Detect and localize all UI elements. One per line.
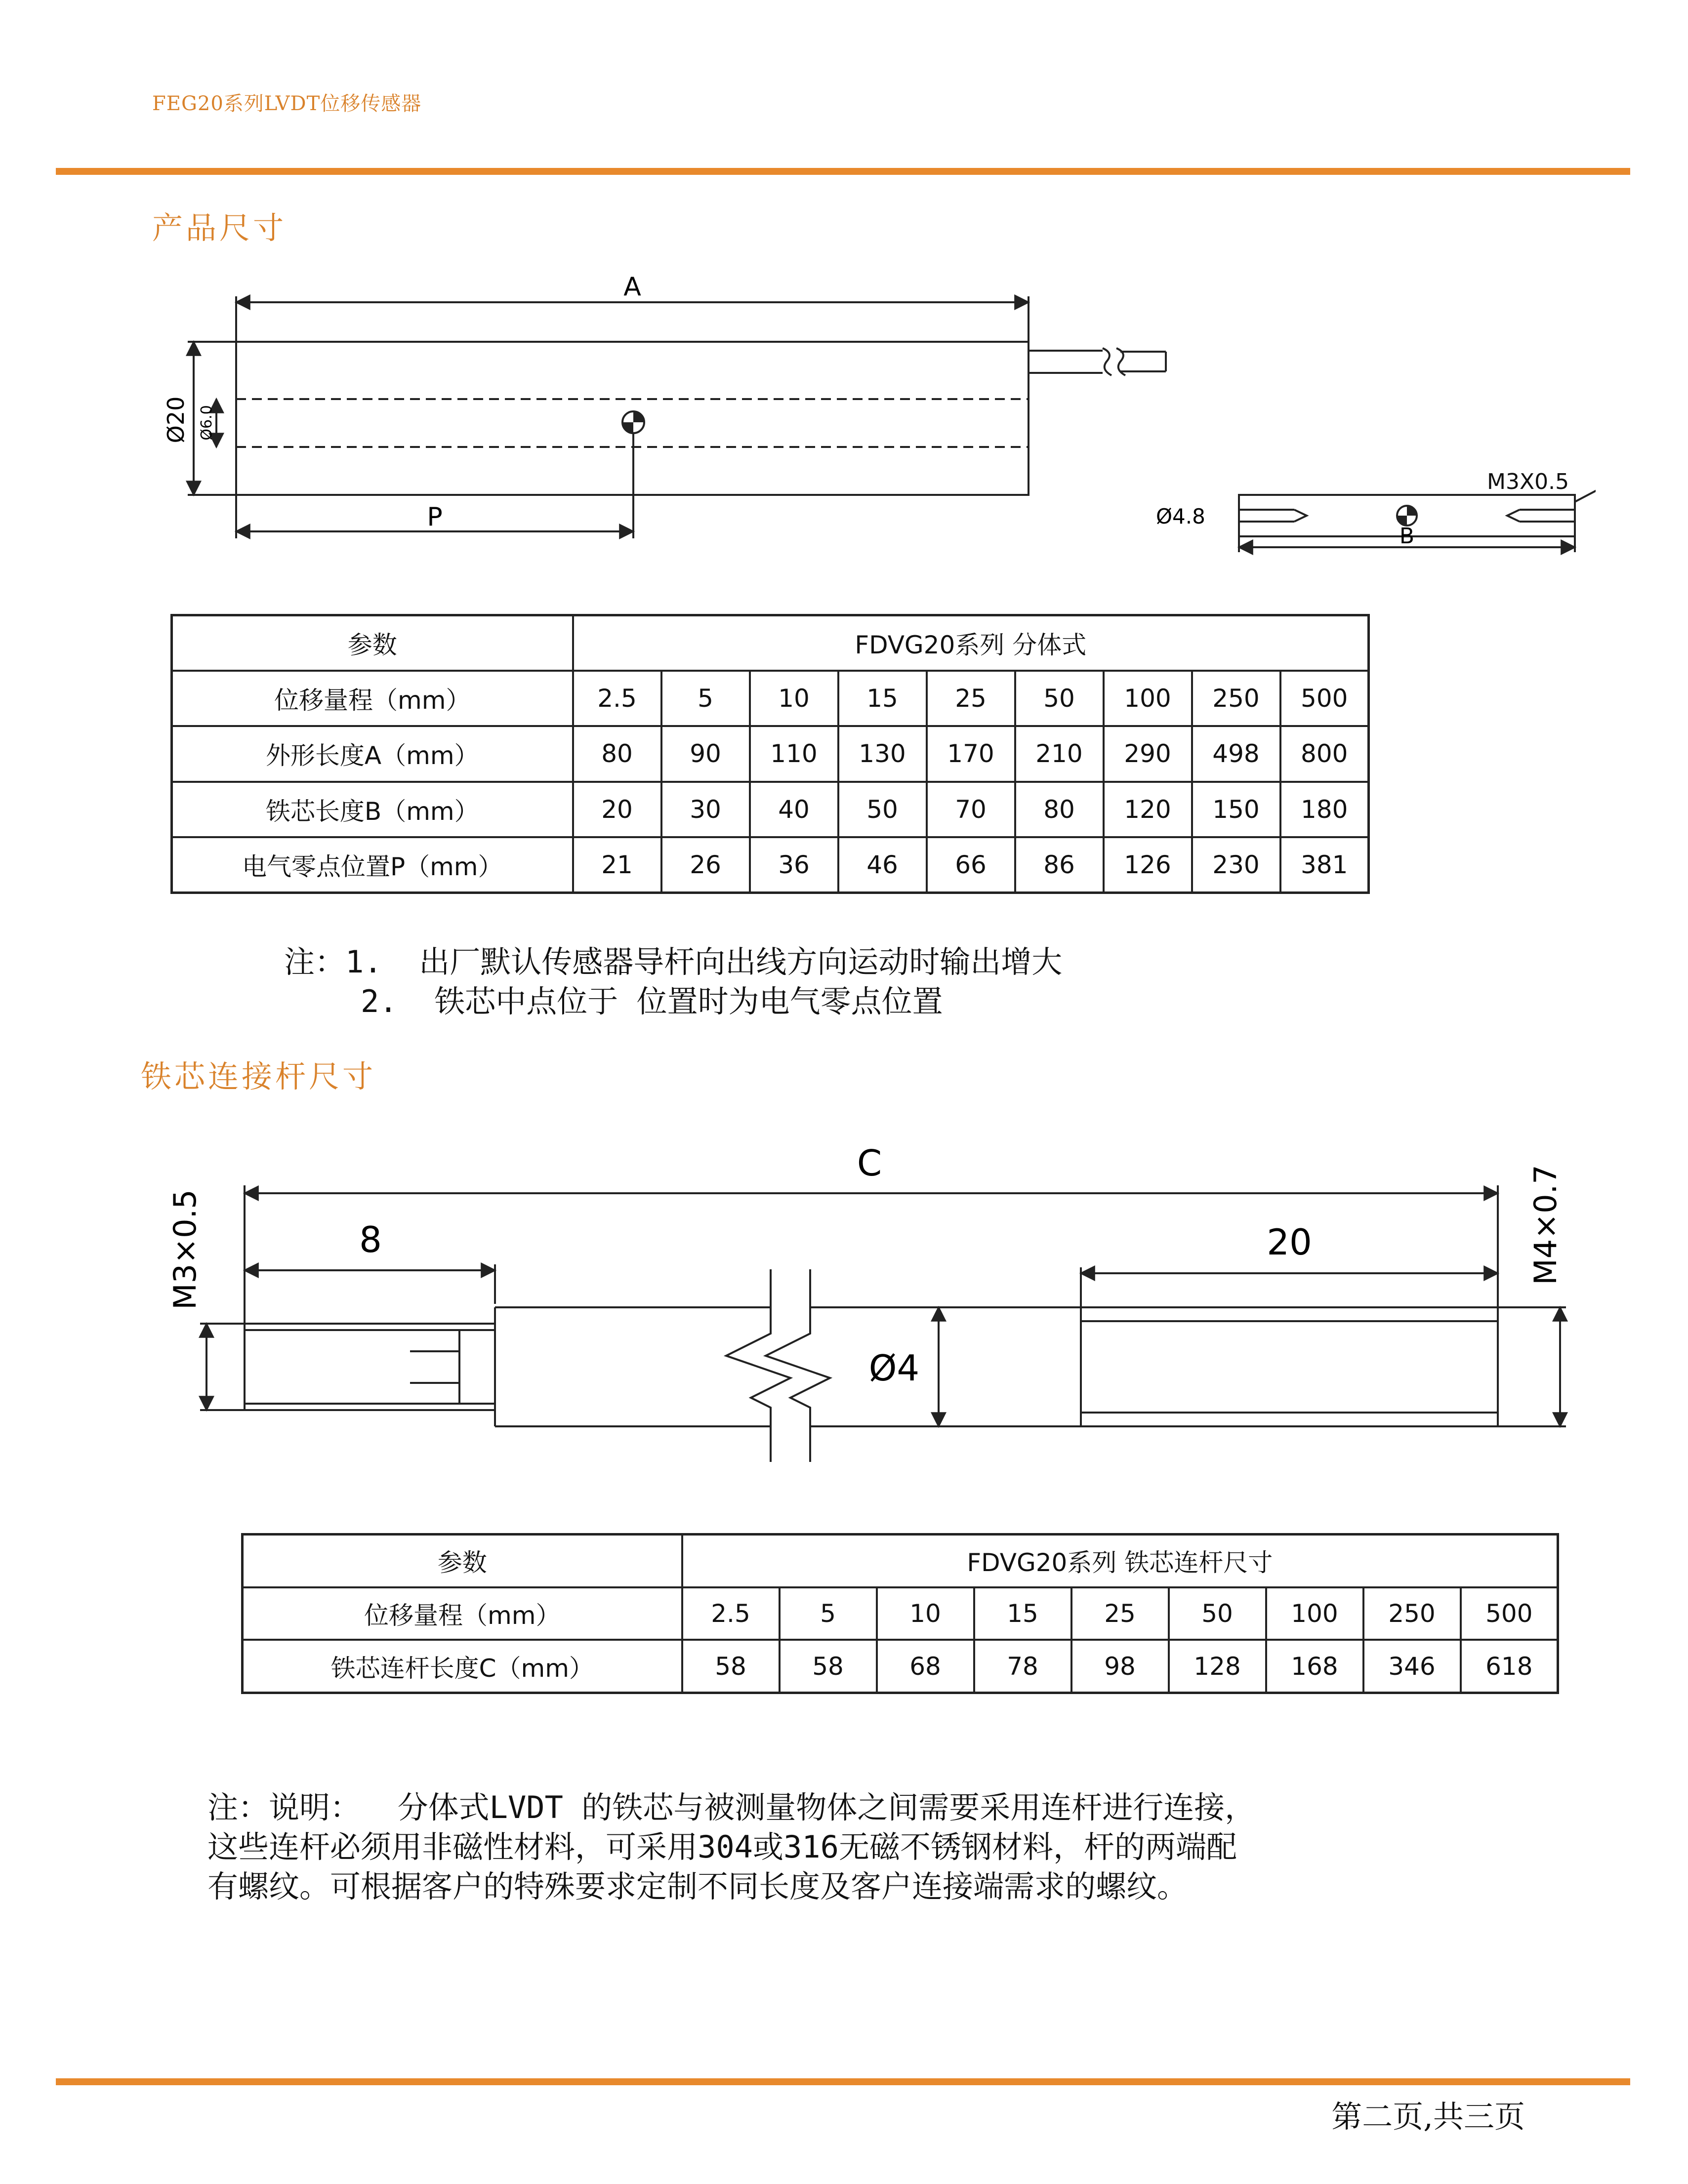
- table-row: [243, 1640, 1558, 1693]
- table-cell: 15: [974, 1587, 1071, 1640]
- table-cell: 800: [1280, 726, 1369, 781]
- table-row: [172, 782, 1369, 837]
- note2-line-2: 这些连杆必须用非磁性材料，可采用304或316无磁不锈钢材料，杆的两端配: [207, 1829, 1237, 1865]
- footer-rule: [56, 2078, 1630, 2085]
- table2-param-header: 参数: [243, 1535, 682, 1587]
- core-rod-dimension-drawing: [0, 1131, 1688, 1477]
- table-cell: 25: [927, 671, 1015, 726]
- table-cell: 90: [661, 726, 750, 781]
- table-cell: 618: [1461, 1640, 1558, 1693]
- table-cell: 120: [1104, 782, 1192, 837]
- table-cell: 21: [573, 837, 661, 893]
- table-cell: 80: [1015, 782, 1104, 837]
- note2-line-3: 有螺纹。可根据客户的特殊要求定制不同长度及客户连接端需求的螺纹。: [207, 1868, 1188, 1904]
- label-C: C: [857, 1142, 882, 1184]
- table-cell: 70: [927, 782, 1015, 837]
- table1-param-header: 参数: [172, 615, 573, 671]
- label-A: A: [623, 272, 641, 302]
- page-number: 第二页,共三页: [1331, 2099, 1525, 2135]
- note2-line-1: 注：说明： 分体式LVDT 的铁芯与被测量物体之间需要采用连杆进行连接，: [207, 1789, 1256, 1825]
- label-thread-m3: M3X0.5: [1487, 469, 1569, 494]
- table-cell: 98: [1071, 1640, 1169, 1693]
- label-right-thread: M4×0.7: [1527, 1165, 1564, 1285]
- label-dia48: Ø4.8: [1156, 504, 1205, 528]
- table-cell: 58: [780, 1640, 877, 1693]
- sensor-spec-table: [170, 614, 1370, 894]
- row-label: 位移量程（mm）: [172, 671, 573, 726]
- table-cell: 50: [838, 782, 927, 837]
- table-cell: 2.5: [573, 671, 661, 726]
- note-line-1: 注：1. 出厂默认传感器导杆向出线方向运动时输出增大: [284, 944, 1063, 980]
- table-cell: 250: [1363, 1587, 1461, 1640]
- table-cell: 230: [1192, 837, 1280, 893]
- table-cell: 15: [838, 671, 927, 726]
- table-cell: 80: [573, 726, 661, 781]
- table-cell: 68: [877, 1640, 974, 1693]
- label-P: P: [427, 502, 443, 532]
- table-cell: 10: [750, 671, 838, 726]
- label-dia6: Ø6.0: [198, 405, 215, 441]
- table-cell: 130: [838, 726, 927, 781]
- table-cell: 10: [877, 1587, 974, 1640]
- table-row: [172, 671, 1369, 726]
- table-cell: 36: [750, 837, 838, 893]
- section-title-dimensions: 产品尺寸: [152, 210, 287, 246]
- label-20: 20: [1267, 1221, 1312, 1263]
- label-dia20: Ø20: [163, 396, 189, 444]
- table-cell: 50: [1169, 1587, 1266, 1640]
- label-B: B: [1399, 524, 1415, 549]
- table-cell: 46: [838, 837, 927, 893]
- table-cell: 25: [1071, 1587, 1169, 1640]
- table-cell: 346: [1363, 1640, 1461, 1693]
- table-cell: 100: [1104, 671, 1192, 726]
- section-title-core-rod: 铁芯连接杆尺寸: [141, 1058, 376, 1094]
- core-rod-spec-table: [241, 1533, 1559, 1694]
- table-cell: 5: [661, 671, 750, 726]
- table-cell: 30: [661, 782, 750, 837]
- table-cell: 58: [682, 1640, 780, 1693]
- table-cell: 210: [1015, 726, 1104, 781]
- table-cell: 20: [573, 782, 661, 837]
- label-left-thread: M3×0.5: [167, 1189, 203, 1310]
- table-cell: 498: [1192, 726, 1280, 781]
- row-label: 位移量程（mm）: [243, 1587, 682, 1640]
- table-cell: 110: [750, 726, 838, 781]
- table-row: [172, 726, 1369, 781]
- table-cell: 66: [927, 837, 1015, 893]
- table1-series-header: FDVG20系列 分体式: [573, 615, 1369, 671]
- table-cell: 250: [1192, 671, 1280, 726]
- table-row: [243, 1587, 1558, 1640]
- table-row: [172, 837, 1369, 893]
- table-cell: 128: [1169, 1640, 1266, 1693]
- table-cell: 2.5: [682, 1587, 780, 1640]
- note-line-2: 2. 铁芯中点位于 位置时为电气零点位置: [361, 983, 943, 1019]
- row-label: 外形长度A（mm）: [172, 726, 573, 781]
- table-cell: 168: [1266, 1640, 1363, 1693]
- table-cell: 78: [974, 1640, 1071, 1693]
- row-label: 电气零点位置P（mm）: [172, 837, 573, 893]
- table-cell: 170: [927, 726, 1015, 781]
- table-cell: 290: [1104, 726, 1192, 781]
- table-cell: 381: [1280, 837, 1369, 893]
- table-cell: 26: [661, 837, 750, 893]
- table-cell: 50: [1015, 671, 1104, 726]
- table-cell: 100: [1266, 1587, 1363, 1640]
- table2-series-header: FDVG20系列 铁芯连杆尺寸: [682, 1535, 1558, 1587]
- table-cell: 5: [780, 1587, 877, 1640]
- table-cell: 500: [1461, 1587, 1558, 1640]
- table-cell: 126: [1104, 837, 1192, 893]
- row-label: 铁芯连杆长度C（mm）: [243, 1640, 682, 1693]
- table-cell: 86: [1015, 837, 1104, 893]
- table-cell: 40: [750, 782, 838, 837]
- header-rule: [56, 168, 1630, 175]
- header-title: FEG20系列LVDT位移传感器: [152, 92, 422, 115]
- row-label: 铁芯长度B（mm）: [172, 782, 573, 837]
- table-cell: 500: [1280, 671, 1369, 726]
- table-cell: 180: [1280, 782, 1369, 837]
- table-cell: 150: [1192, 782, 1280, 837]
- label-dia4: Ø4: [868, 1347, 920, 1389]
- label-8: 8: [359, 1219, 382, 1260]
